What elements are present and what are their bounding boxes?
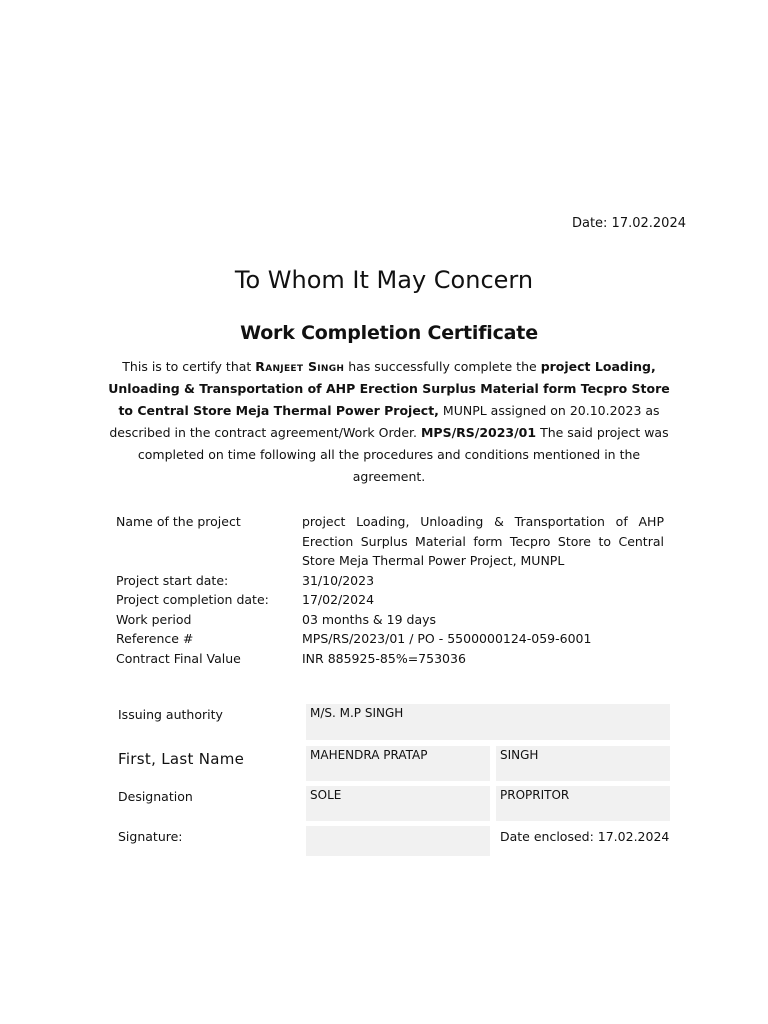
designation-label: Designation <box>118 789 193 804</box>
detail-value: MPS/RS/2023/01 / PO - 5500000124-059-6001 <box>302 631 592 646</box>
detail-label: Project completion date: <box>116 592 269 607</box>
detail-value: 31/10/2023 <box>302 572 375 588</box>
detail-label: Project start date: <box>116 572 229 588</box>
certificate-body <box>106 356 672 488</box>
issuing-authority-field[interactable]: M/S. M.P SINGH <box>306 704 670 740</box>
designation-field-2[interactable]: PROPRITOR <box>496 786 670 821</box>
page-heading: To Whom It May Concern <box>234 266 534 294</box>
date-enclosed: Date enclosed: 17.02.2024 <box>500 829 670 844</box>
detail-value: 03 months & 19 days <box>302 611 437 627</box>
detail-value: INR 885925-85%=753036 <box>302 650 466 666</box>
project-name-bold: project Loading, Unloading & Transportation of AHP Erection Surplus Material form Tecpro Store to Central Store Meja Thermal Power Project, <box>108 359 670 418</box>
first-name-field[interactable]: MAHENDRA PRATAP <box>306 746 490 781</box>
last-name-field[interactable]: SINGH <box>496 746 670 781</box>
body-text-2: has successfully complete the <box>344 359 541 374</box>
body-text-4: The said project was completed on time following all the procedures and conditions mentioned in the agreement. <box>137 425 669 484</box>
issuing-authority-label: Issuing authority <box>118 707 223 722</box>
body-text-3: MUNPL assigned on 20.10.2023 as described in the contract agreement/Work Order. <box>109 403 660 440</box>
detail-row <box>116 590 664 610</box>
detail-label: Work period <box>116 611 192 627</box>
detail-label: Reference # <box>116 631 194 646</box>
detail-row <box>116 571 664 591</box>
detail-row <box>116 649 664 669</box>
certificate-title: Work Completion Certificate <box>240 322 538 344</box>
project-details <box>116 512 664 668</box>
body-text-1: This is to certify that <box>122 359 256 374</box>
detail-row <box>116 610 664 630</box>
designation-field-1[interactable]: SOLE <box>306 786 490 821</box>
name-label: First, Last Name <box>118 750 245 768</box>
signature-label: Signature: <box>118 829 183 844</box>
detail-label: Contract Final Value <box>116 650 241 666</box>
signature-field[interactable] <box>306 826 490 856</box>
detail-row <box>116 512 664 571</box>
detail-row <box>116 629 664 649</box>
recipient-name: Ranjeet Singh <box>255 359 345 374</box>
detail-value: project Loading, Unloading & Transportation of AHP Erection Surplus Material form Tecpro Store to Central Store Meja Thermal Power Project, MUNPL <box>302 514 664 568</box>
detail-label: Name of the project <box>116 514 241 529</box>
certificate-date: Date: 17.02.2024 <box>571 216 686 231</box>
work-order-bold: MPS/RS/2023/01 <box>420 425 537 440</box>
detail-value: 17/02/2024 <box>302 592 375 607</box>
